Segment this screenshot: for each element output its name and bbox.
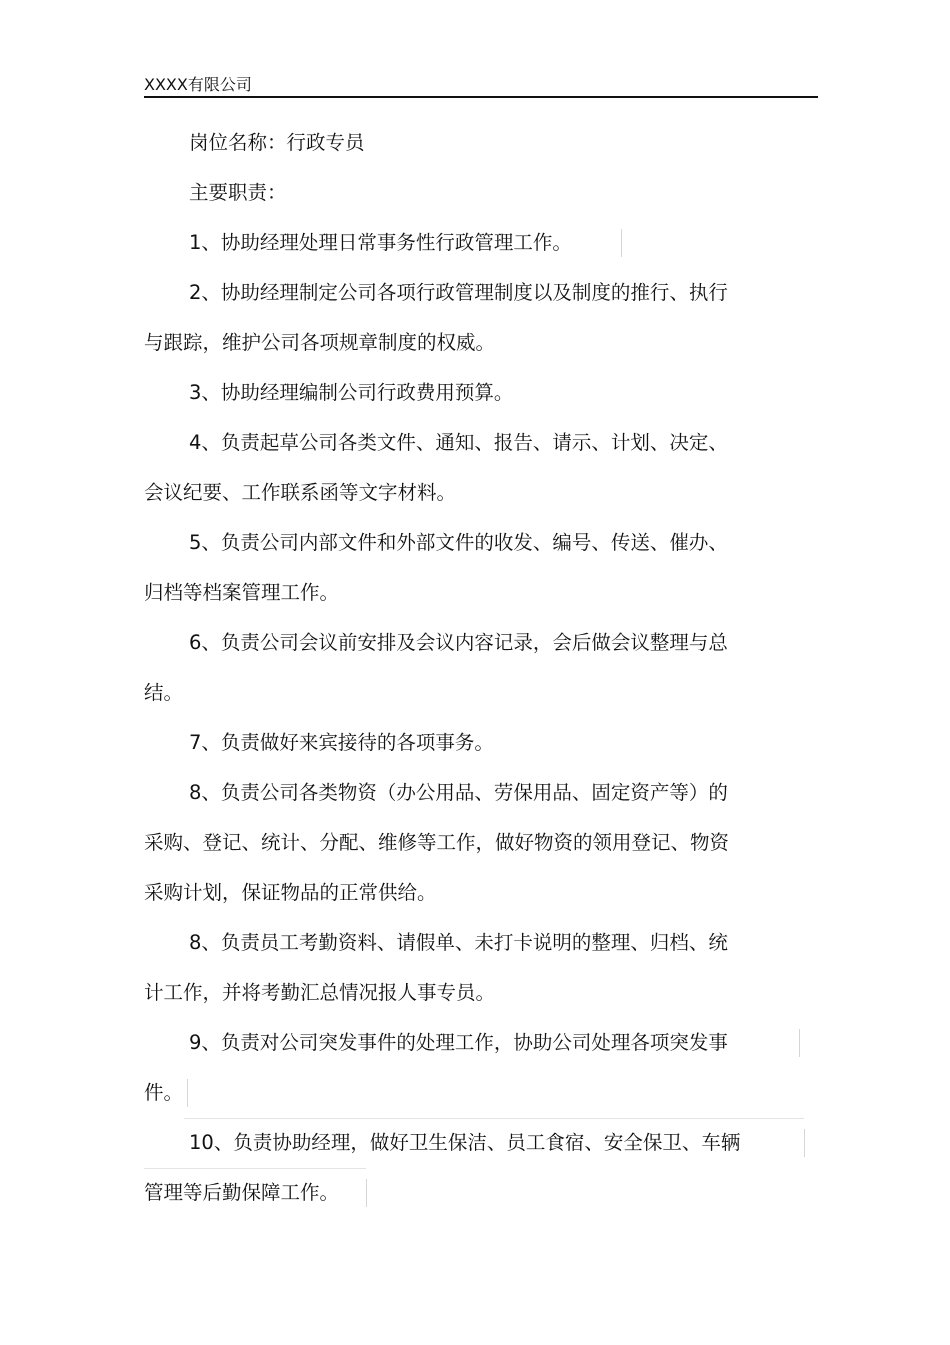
position-title: 岗位名称：行政专员 — [189, 131, 365, 154]
duty-line: 7、负责做好来宾接待的各项事务。 — [189, 731, 494, 754]
company-name: XXXX有限公司 — [144, 75, 252, 94]
duty-line: 3、协助经理编制公司行政费用预算。 — [189, 381, 514, 404]
duty-line: 采购、登记、统计、分配、维修等工作，做好物资的领用登记、物资 — [144, 831, 730, 854]
duty-line: 会议纪要、工作联系函等文字材料。 — [144, 481, 457, 504]
duty-line — [144, 1118, 784, 1168]
duty-text: 9、负责对公司突发事件的处理工作，协助公司处理各项突发事 — [189, 1031, 728, 1054]
duty-text: 10、负责协助经理，做好卫生保洁、员工食宿、安全保卫、车辆 — [189, 1131, 741, 1154]
duty-text: 管理等后勤保障工作。 — [144, 1181, 340, 1204]
duty-text: 1、协助经理处理日常事务性行政管理工作。 — [189, 231, 572, 254]
duty-line: 2、协助经理制定公司各项行政管理制度以及制度的推行、执行 — [189, 281, 728, 304]
edit-mark — [144, 1168, 366, 1169]
duty-line: 5、负责公司内部文件和外部文件的收发、编号、传送、催办、 — [189, 531, 728, 554]
duties-heading: 主要职责： — [189, 181, 287, 204]
duty-line: 归档等档案管理工作。 — [144, 581, 340, 604]
duty-line: 计工作，并将考勤汇总情况报人事专员。 — [144, 981, 496, 1004]
edit-mark — [366, 1179, 367, 1207]
document-body — [144, 118, 784, 1218]
edit-mark — [799, 1029, 800, 1057]
duty-line: 结。 — [144, 681, 184, 704]
duty-line: 8、负责员工考勤资料、请假单、未打卡说明的整理、归档、统 — [189, 931, 728, 954]
edit-mark — [804, 1129, 805, 1157]
edit-mark — [184, 1118, 804, 1119]
duty-text: 件。 — [144, 1081, 184, 1104]
page-header — [144, 70, 818, 98]
duty-line — [144, 1168, 784, 1218]
duty-line: 采购计划，保证物品的正常供给。 — [144, 881, 437, 904]
duty-line: 与跟踪，维护公司各项规章制度的权威。 — [144, 331, 496, 354]
edit-mark — [187, 1079, 188, 1107]
duty-line — [144, 218, 784, 268]
edit-mark — [621, 229, 622, 257]
duty-line: 4、负责起草公司各类文件、通知、报告、请示、计划、决定、 — [189, 431, 728, 454]
duty-line — [144, 1018, 784, 1068]
duty-line: 8、负责公司各类物资（办公用品、劳保用品、固定资产等）的 — [189, 781, 728, 804]
duty-line: 6、负责公司会议前安排及会议内容记录，会后做会议整理与总 — [189, 631, 728, 654]
duty-line — [144, 1068, 784, 1118]
